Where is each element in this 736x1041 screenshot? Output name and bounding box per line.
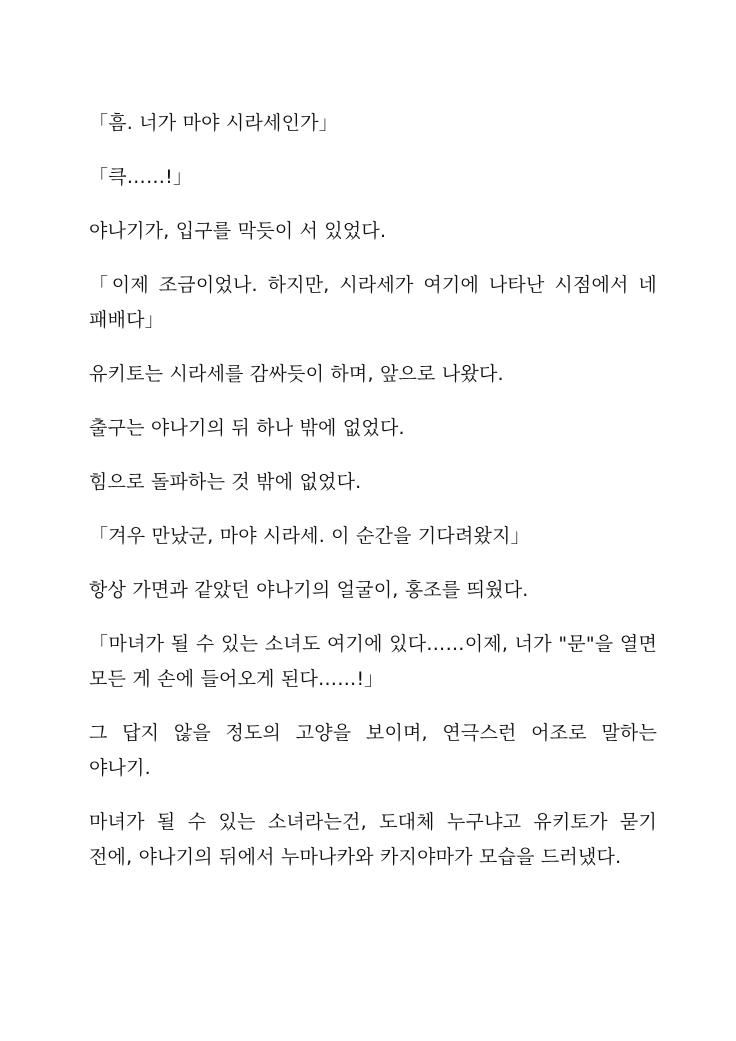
paragraph: 「겨우 만났군, 마야 시라세. 이 순간을 기다려왔지」 — [89, 525, 530, 547]
document-body — [89, 106, 657, 894]
paragraph: 그 답지 않을 정도의 고양을 보이며, 연극스런 어조로 말하는 야나기. — [89, 722, 657, 779]
paragraph: 「큭……!」 — [89, 166, 193, 188]
paragraph: 야나기가, 입구를 막듯이 서 있었다. — [89, 220, 387, 242]
paragraph: 「마녀가 될 수 있는 소녀도 여기에 있다……이제, 너가 "문"을 열면 모든 게 손에 들어오게 된다……!」 — [89, 633, 657, 690]
paragraph: 마녀가 될 수 있는 소녀라는건, 도대체 누구냐고 유키토가 묻기 전에, 야나기의 뒤에서 누마나카와 카지야마가 모습을 드러냈다. — [89, 811, 657, 868]
paragraph: 항상 가면과 같았던 야나기의 얼굴이, 홍조를 띄웠다. — [89, 579, 529, 601]
paragraph: 「흠. 너가 마야 시라세인가」 — [89, 112, 338, 134]
paragraph: 유키토는 시라세를 감싸듯이 하며, 앞으로 나왔다. — [89, 363, 504, 385]
paragraph: 힘으로 돌파하는 것 밖에 없었다. — [89, 471, 362, 493]
paragraph: 출구는 야나기의 뒤 하나 밖에 없었다. — [89, 417, 405, 439]
paragraph: 「이제 조금이었나. 하지만, 시라세가 여기에 나타난 시점에서 네 패배다」 — [89, 274, 657, 331]
